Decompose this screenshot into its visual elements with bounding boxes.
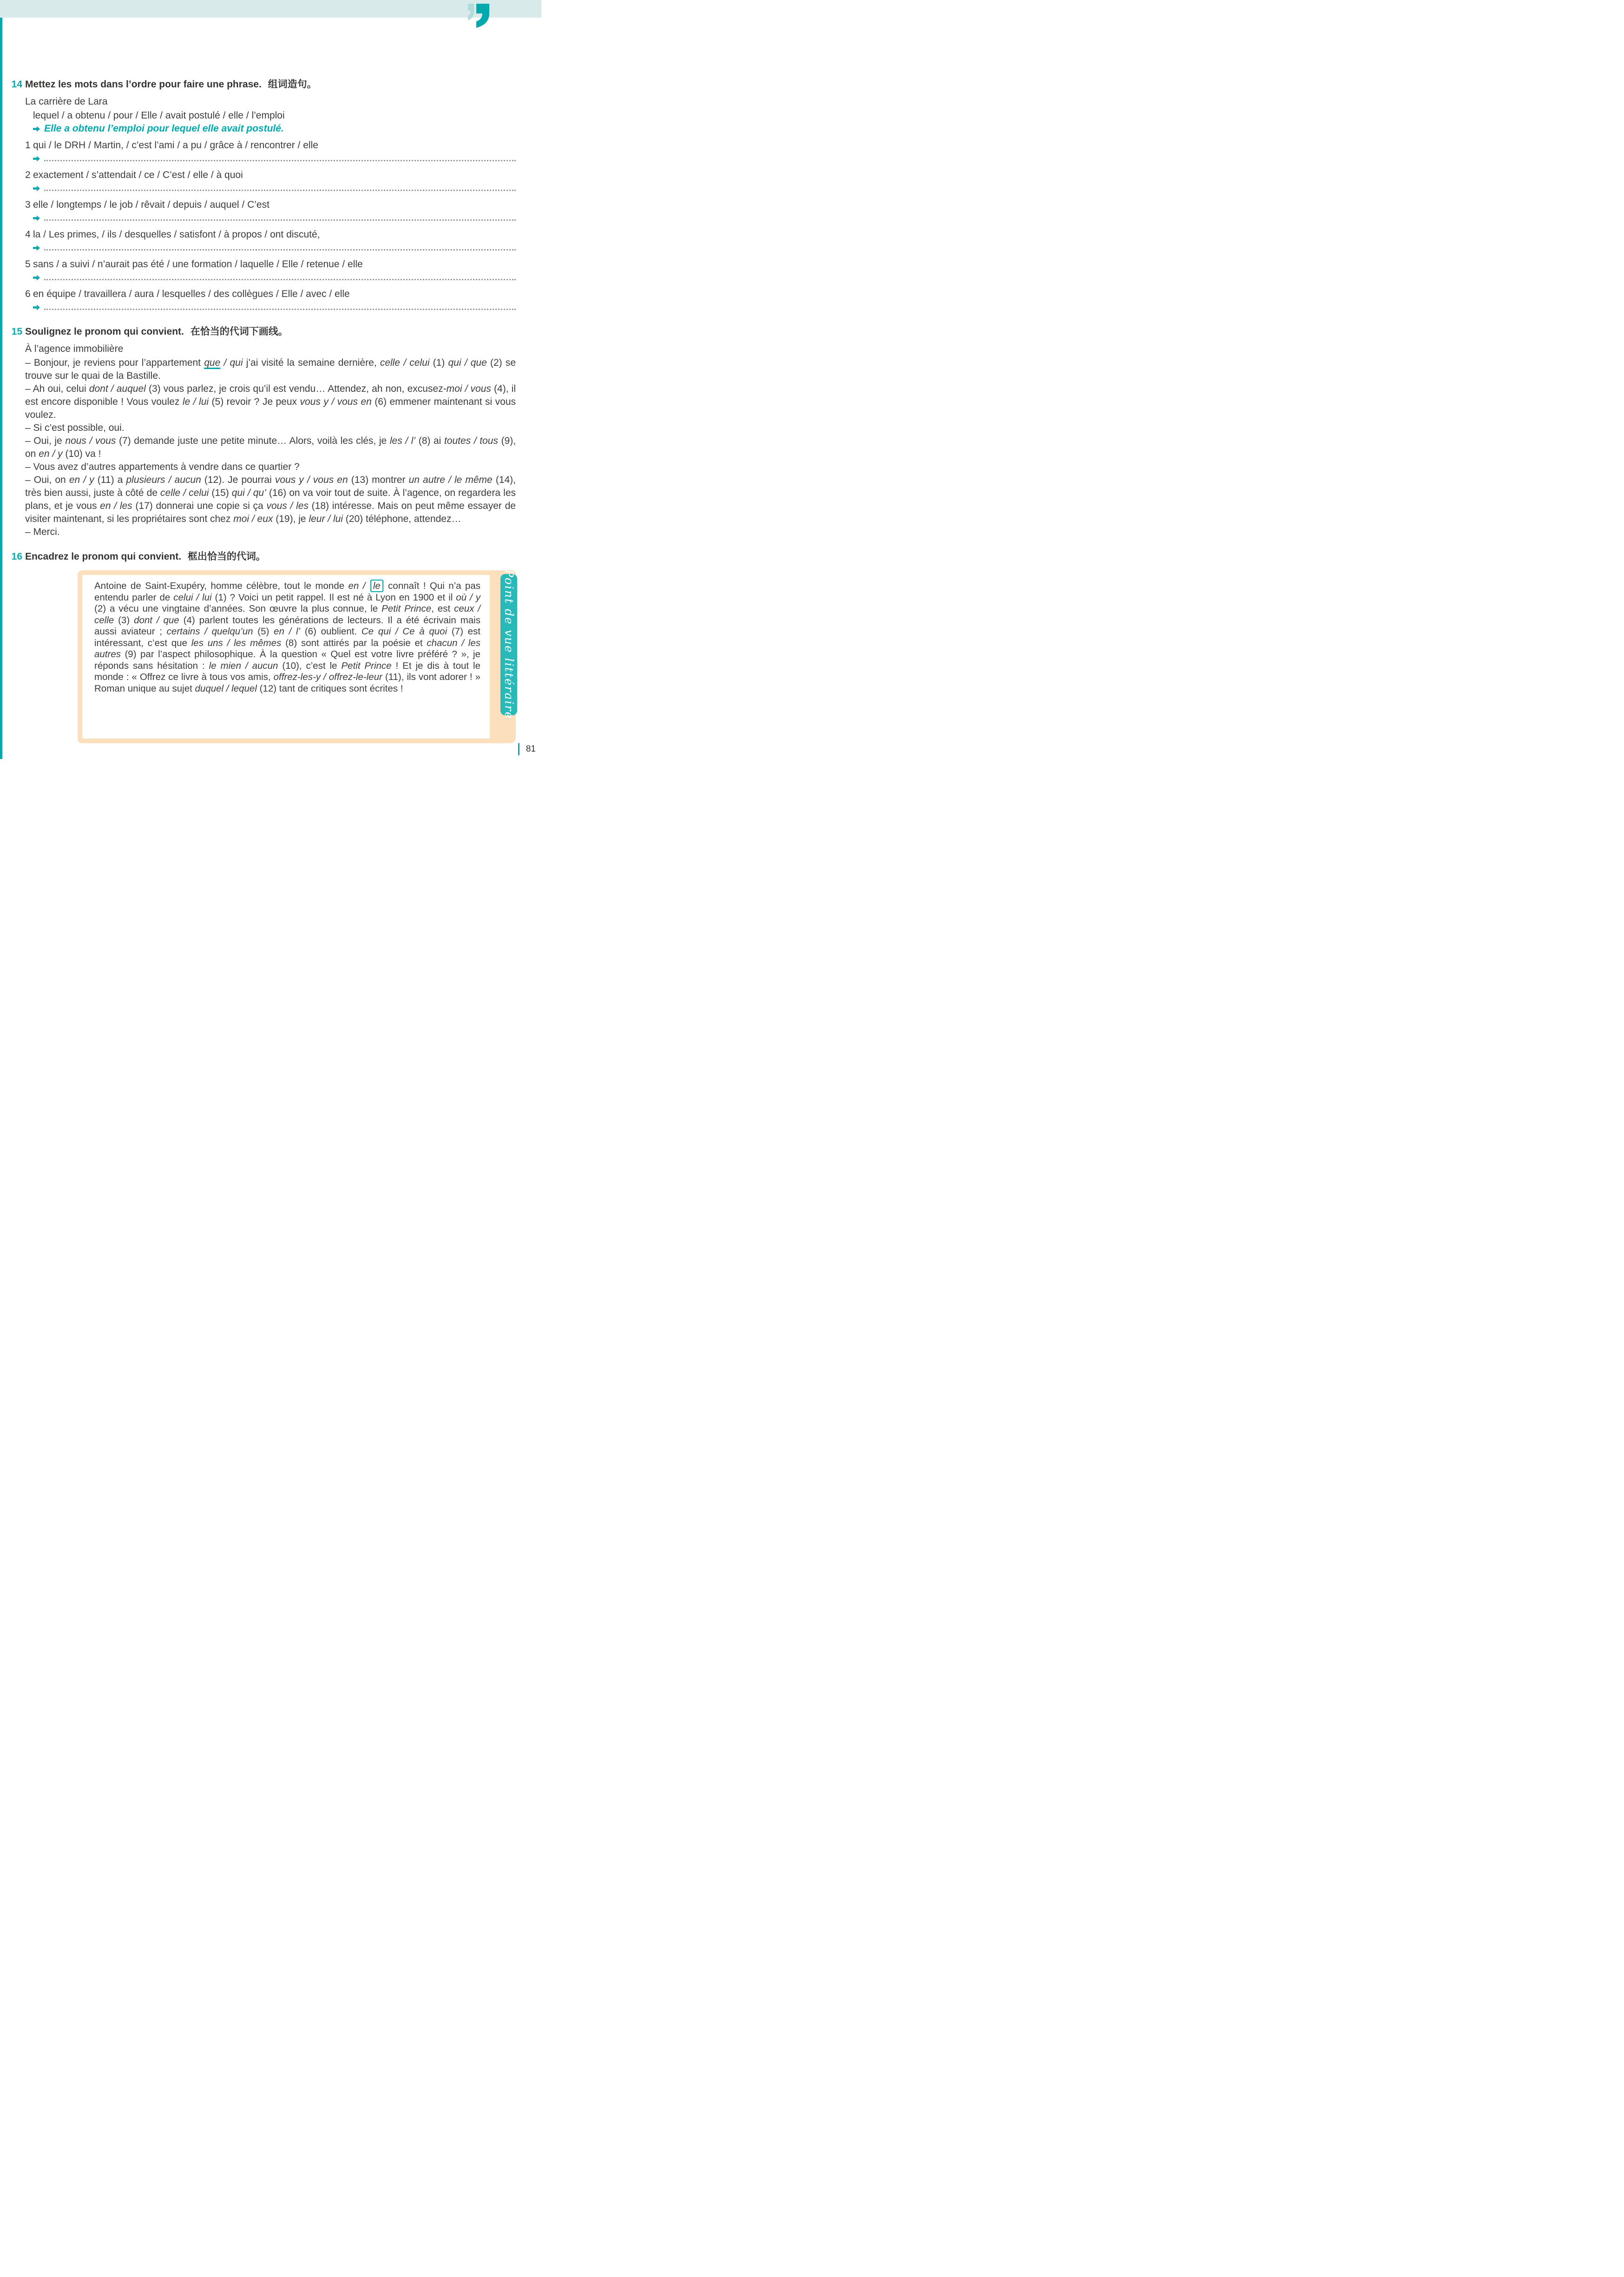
text-segment: (11) a — [94, 475, 126, 485]
example-answer — [33, 122, 516, 135]
text-segment: ceux / celle — [94, 603, 480, 626]
text-segment: (7) demande juste une petite minute… Alors, voilà les clés, je — [116, 436, 390, 446]
exercise-16-header — [11, 550, 516, 564]
text-segment: en / l’ — [274, 626, 301, 637]
text-segment: (3) vous parlez, je crois qu’il est vendu… Attendez, ah non, excusez- — [145, 383, 447, 394]
exercise-item-6 — [25, 288, 516, 314]
text-segment: chacun / les autres — [94, 637, 481, 660]
text-segment: (5) — [253, 626, 274, 637]
text-segment: (12). Je pourrai — [201, 475, 275, 485]
text-segment: certains / quelqu’un — [166, 626, 253, 637]
answer-blank — [44, 249, 516, 251]
page-header-band — [0, 0, 541, 18]
item-words: elle / longtemps / le job / rêvait / depuis / auquel / C’est — [33, 199, 270, 210]
text-segment: (15) — [209, 488, 232, 498]
item-answer-line — [33, 301, 516, 314]
dialog-line — [25, 526, 516, 539]
text-segment: Ce qui / Ce à quoi — [361, 626, 447, 637]
text-segment: , est — [431, 603, 454, 614]
text-segment: (20) téléphone, attendez… — [342, 514, 461, 524]
text-segment: – Ah oui, celui — [25, 383, 89, 394]
text-segment: (14), très bien aussi, juste à côté de — [25, 475, 516, 498]
answer-blank — [44, 219, 516, 221]
exercise-item-1 — [25, 139, 516, 165]
item-number: 4 — [25, 229, 31, 240]
text-segment: (8) ai — [415, 436, 444, 446]
text-segment: (6) oublient. — [300, 626, 362, 637]
text-segment: (7) est intéressant, c’est que — [94, 626, 480, 648]
item-words-row — [25, 288, 516, 301]
text-segment: (19), je — [273, 514, 309, 524]
text-segment: / qui — [220, 357, 243, 368]
text-segment: vous y / vous en — [300, 396, 372, 407]
answer-blank — [44, 190, 516, 191]
text-segment: – Oui, on — [25, 475, 69, 485]
item-number: 3 — [25, 199, 31, 210]
text-segment: (13) montrer — [348, 475, 409, 485]
arrow-icon — [33, 245, 40, 251]
text-segment: leur / lui — [309, 514, 343, 524]
text-segment: moi / vous — [446, 383, 491, 394]
item-words-row — [25, 139, 516, 152]
item-answer-line — [33, 211, 516, 224]
exercise-item-4 — [25, 228, 516, 254]
page-content — [0, 18, 541, 759]
text-segment: (9), on — [25, 436, 516, 459]
exercise-title: Encadrez le pronom qui convient. — [25, 551, 182, 562]
text-segment: (3) — [114, 614, 134, 626]
text-segment: j’ai visité la semaine dernière, — [243, 357, 380, 368]
text-segment: en / y — [39, 449, 63, 459]
exercise-number: 15 — [11, 326, 22, 337]
text-segment: / — [359, 581, 369, 591]
text-segment: où / y — [456, 592, 480, 603]
underlined-answer: que — [204, 357, 221, 368]
example-words: lequel / a obtenu / pour / Elle / avait postulé / elle / l’emploi — [33, 110, 285, 121]
text-segment: Petit Prince — [381, 603, 432, 614]
item-words: exactement / s’attendait / ce / C’est / elle / à quoi — [33, 170, 243, 180]
arrow-icon — [33, 185, 40, 191]
item-answer-line — [33, 182, 516, 195]
exercise-16 — [11, 550, 516, 743]
item-answer-line — [33, 271, 516, 284]
text-segment: le / lui — [182, 396, 209, 407]
item-words: sans / a suivi / n’aurait pas été / une formation / laquelle / Elle / retenue / elle — [33, 259, 363, 270]
text-segment: – Vous avez d’autres appartements à vendre dans ce quartier ? — [25, 462, 300, 472]
exercise-14-header — [11, 78, 516, 92]
text-segment: connaît ! Qui n’a pas entendu parler de — [94, 581, 480, 603]
text-segment: qui / que — [448, 357, 487, 368]
text-segment: nous / vous — [65, 436, 116, 446]
exercise-number: 14 — [11, 79, 22, 90]
arrow-icon — [33, 126, 40, 132]
text-segment: en — [348, 581, 359, 591]
text-segment: les uns / les mêmes — [191, 637, 282, 648]
text-segment: ! Et je dis à tout le monde : « Offrez ce livre à tous vos amis, — [94, 660, 480, 682]
text-segment: celle / celui — [380, 357, 430, 368]
literary-panel — [78, 570, 516, 743]
exercise-title: Soulignez le pronom qui convient. — [25, 326, 184, 337]
arrow-icon — [33, 304, 40, 310]
exercise-title: Mettez les mots dans l’ordre pour faire une phrase. — [25, 79, 262, 90]
item-words-row — [25, 228, 516, 241]
text-segment: (17) donnerai une copie si ça — [132, 501, 267, 511]
example-answer-text: Elle a obtenu l’emploi pour lequel elle avait postulé. — [44, 123, 284, 134]
dialog-line — [25, 461, 516, 474]
item-answer-line — [33, 152, 516, 165]
text-segment: (11), ils vont adorer ! » Roman unique au sujet — [94, 672, 480, 694]
text-segment: (4) parlent toutes les générations de lecteurs. Il a été écrivain mais aussi aviateur ; — [94, 614, 480, 637]
exercise-title-chinese: 组词造句。 — [268, 79, 317, 90]
answer-blank — [44, 160, 516, 161]
panel-text-box — [82, 575, 490, 739]
text-segment: Petit Prince — [341, 660, 392, 671]
item-words: qui / le DRH / Martin, / c’est l’ami / a pu / grâce à / rencontrer / elle — [33, 140, 318, 151]
text-segment: celle / celui — [160, 488, 209, 498]
exercise-14 — [11, 78, 516, 314]
dialog-line — [25, 383, 516, 422]
exercise-number: 16 — [11, 551, 22, 562]
text-segment: (10) va ! — [62, 449, 101, 459]
text-segment: (18) intéresse. Mais on peut même essayer de visiter maintenant, si les propriétaires sont chez — [25, 501, 516, 524]
dialog-line — [25, 474, 516, 526]
text-segment: – Oui, je — [25, 436, 66, 446]
exercise-item-5 — [25, 258, 516, 284]
item-words-row — [25, 198, 516, 211]
text-segment: dont / auquel — [89, 383, 146, 394]
text-segment: en / y — [69, 475, 94, 485]
text-segment: – Merci. — [25, 527, 60, 537]
exercise-title-chinese: 在恰当的代词下画线。 — [190, 326, 288, 337]
text-segment: les / l’ — [389, 436, 416, 446]
text-segment: (1) ? Voici un petit rappel. Il est né à Lyon en 1900 et il — [211, 592, 456, 603]
text-segment: (8) sont attirés par la poésie et — [281, 637, 427, 648]
dialog-line — [25, 356, 516, 383]
text-segment: duquel / lequel — [195, 683, 257, 694]
text-segment: plusieurs / aucun — [126, 475, 201, 485]
panel-text — [94, 581, 480, 694]
exercise-item-2 — [25, 169, 516, 195]
exercise-title-chinese: 框出恰当的代词。 — [187, 551, 266, 562]
text-segment: vous / les — [266, 501, 309, 511]
exercise-subtitle: La carrière de Lara — [25, 96, 108, 107]
answer-blank — [44, 279, 516, 280]
item-answer-line — [33, 241, 516, 254]
text-segment: (6) emmener maintenant si vous voulez. — [25, 396, 516, 420]
page-number: 81 — [518, 743, 536, 755]
text-segment: (12) tant de critiques sont écrites ! — [256, 683, 403, 694]
text-segment: – Bonjour, je reviens pour l’appartement — [25, 357, 204, 368]
arrow-icon — [33, 275, 40, 281]
item-words: en équipe / travaillera / aura / lesquelles / des collègues / Elle / avec / elle — [33, 289, 350, 299]
text-segment: offrez-les-y / offrez-le-leur — [273, 672, 382, 682]
item-words: la / Les primes, / ils / desquelles / satisfont / à propos / ont discuté, — [33, 229, 320, 240]
text-segment: (1) — [429, 357, 448, 368]
text-segment: (16) on va voir tout de suite. À l’agence, on regardera les plans, et je vous — [25, 488, 516, 511]
text-segment: (2) a vécu une vingtaine d’années. Son œuvre la plus connue, le — [94, 603, 382, 614]
text-segment: un autre / le même — [408, 475, 493, 485]
text-segment: (10), c’est le — [278, 660, 342, 671]
dialog-line — [25, 422, 516, 435]
answer-blank — [44, 309, 516, 310]
text-segment: (5) revoir ? Je peux — [209, 396, 300, 407]
text-segment: le mien / aucun — [209, 660, 278, 671]
item-words-row — [25, 258, 516, 271]
text-segment: (4), il est encore disponible ! Vous voulez — [25, 383, 516, 407]
text-segment: en / les — [100, 501, 132, 511]
item-number: 6 — [25, 289, 31, 299]
text-segment: dont / que — [134, 614, 179, 626]
text-segment: toutes / tous — [444, 436, 498, 446]
item-number: 1 — [25, 140, 31, 151]
text-segment: (9) par l’aspect philosophique. À la question « Quel est votre livre préféré ? », je réponds sans hésitation : — [94, 649, 480, 671]
text-segment: moi / eux — [233, 514, 273, 524]
text-segment: qui / qu’ — [231, 488, 266, 498]
dialog-line — [25, 435, 516, 461]
point-de-vue-tab — [500, 569, 517, 720]
text-segment: celui / lui — [173, 592, 212, 603]
arrow-icon — [33, 156, 40, 162]
text-segment: (2) se trouve sur le quai de la Bastille. — [25, 357, 516, 381]
boxed-answer: le — [370, 580, 383, 592]
text-segment: vous y / vous en — [275, 475, 348, 485]
exercise-15-header — [11, 325, 516, 339]
text-segment: Antoine de Saint-Exupéry, homme célèbre, tout le monde — [94, 581, 348, 591]
item-number: 5 — [25, 259, 31, 270]
item-words-row — [25, 169, 516, 182]
exercise-subtitle: À l’agence immobilière — [25, 343, 124, 354]
text-segment: – Si c’est possible, oui. — [25, 422, 125, 433]
arrow-icon — [33, 215, 40, 221]
exercise-item-3 — [25, 198, 516, 224]
item-number: 2 — [25, 170, 31, 180]
tab-label: Point de vue littéraire — [502, 569, 516, 720]
exercise-15 — [11, 325, 516, 539]
